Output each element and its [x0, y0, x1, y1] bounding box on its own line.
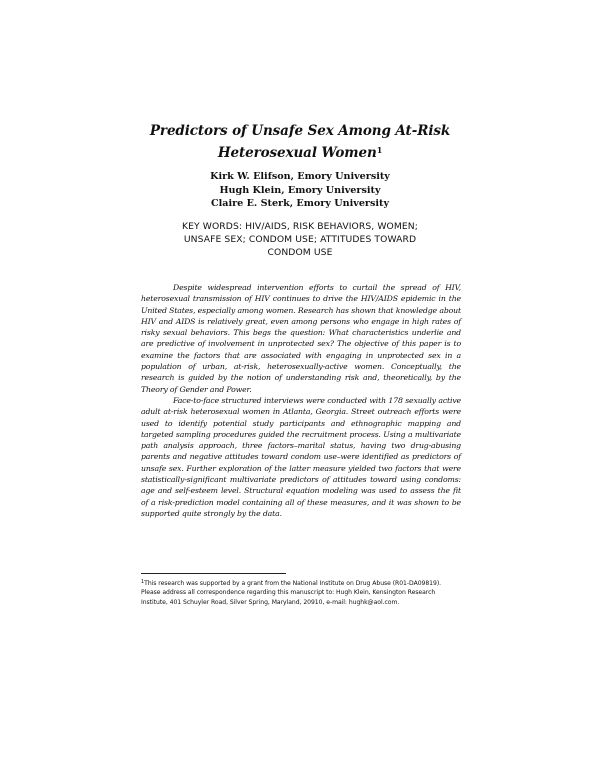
- keywords-line-3: CONDOM USE: [267, 247, 333, 258]
- keywords: [120, 220, 480, 259]
- author-3: Claire E. Sterk, Emory University: [210, 198, 390, 209]
- title-line-1: Predictors of Unsafe Sex Among At-Risk: [149, 123, 451, 139]
- footnote: [141, 578, 462, 607]
- paper-title: [100, 122, 500, 163]
- footnote-divider: [141, 573, 286, 574]
- title-line-2: [100, 141, 500, 163]
- keywords-line-2: UNSAFE SEX; CONDOM USE; ATTITUDES TOWARD: [183, 234, 417, 245]
- title-line-2-text: Heterosexual Women: [217, 145, 377, 161]
- abstract: [141, 282, 461, 519]
- title-footnote-marker[interactable]: 1: [376, 145, 383, 155]
- author-list: [100, 170, 500, 211]
- abstract-paragraph-1: Despite widespread intervention efforts to curtail the spread of HIV, heterosexual transmission of HIV continues to drive the HIV/AIDS epidemic in the United States, especially among women. Research has shown that knowledge about HIV and AIDS is relatively great, even among persons who engage in high rates of risky sexual behaviors. This begs the question: What characteristics underlie and are predictive of involvement in unprotected sex? The objective of this paper is to examine the factors that are associated with engaging in unprotected sex in a population of urban, at-risk, heterosexually-active women. Conceptually, the research is guided by the notion of understanding risk and, theoretically, by the Theory of Gender and Power.: [141, 283, 461, 394]
- author-2: Hugh Klein, Emory University: [219, 184, 381, 196]
- footnote-marker: 1: [141, 579, 145, 585]
- author-1: Kirk W. Elifson, Emory University: [210, 171, 390, 182]
- abstract-paragraph-2: Face-to-face structured interviews were conducted with 178 sexually active adult at-risk heterosexual women in Atlanta, Georgia. Street outreach efforts were used to identify potential study participants and ethnographic mapping and targeted sampling procedures guided the recruitment process. Using a multivariate path analysis approach, three factors–marital status, having two drug-abusing parents and negative attitudes toward condom use–were identified as predictors of unsafe sex. Further exploration of the latter measure yielded two factors that were statistically-significant multivariate predictors of attitudes toward using condoms: age and self-esteem level. Structural equation modeling was used to assess the fit of a risk-prediction model containing all of these measures, and it was shown to be supported quite strongly by the data.: [141, 395, 461, 518]
- keywords-line-1: KEY WORDS: HIV/AIDS, RISK BEHAVIORS, WOMEN;: [182, 221, 418, 232]
- footnote-text: This research was supported by a grant from the National Institute on Drug Abuse (R01-DA09819). Please address all correspondence regarding this manuscript to: Hugh Klein, Kensington Research Institute, 401 Schuyler Road, Silver Spring, Maryland, 20910, e-mail: hughk@aol.com.: [141, 580, 442, 606]
